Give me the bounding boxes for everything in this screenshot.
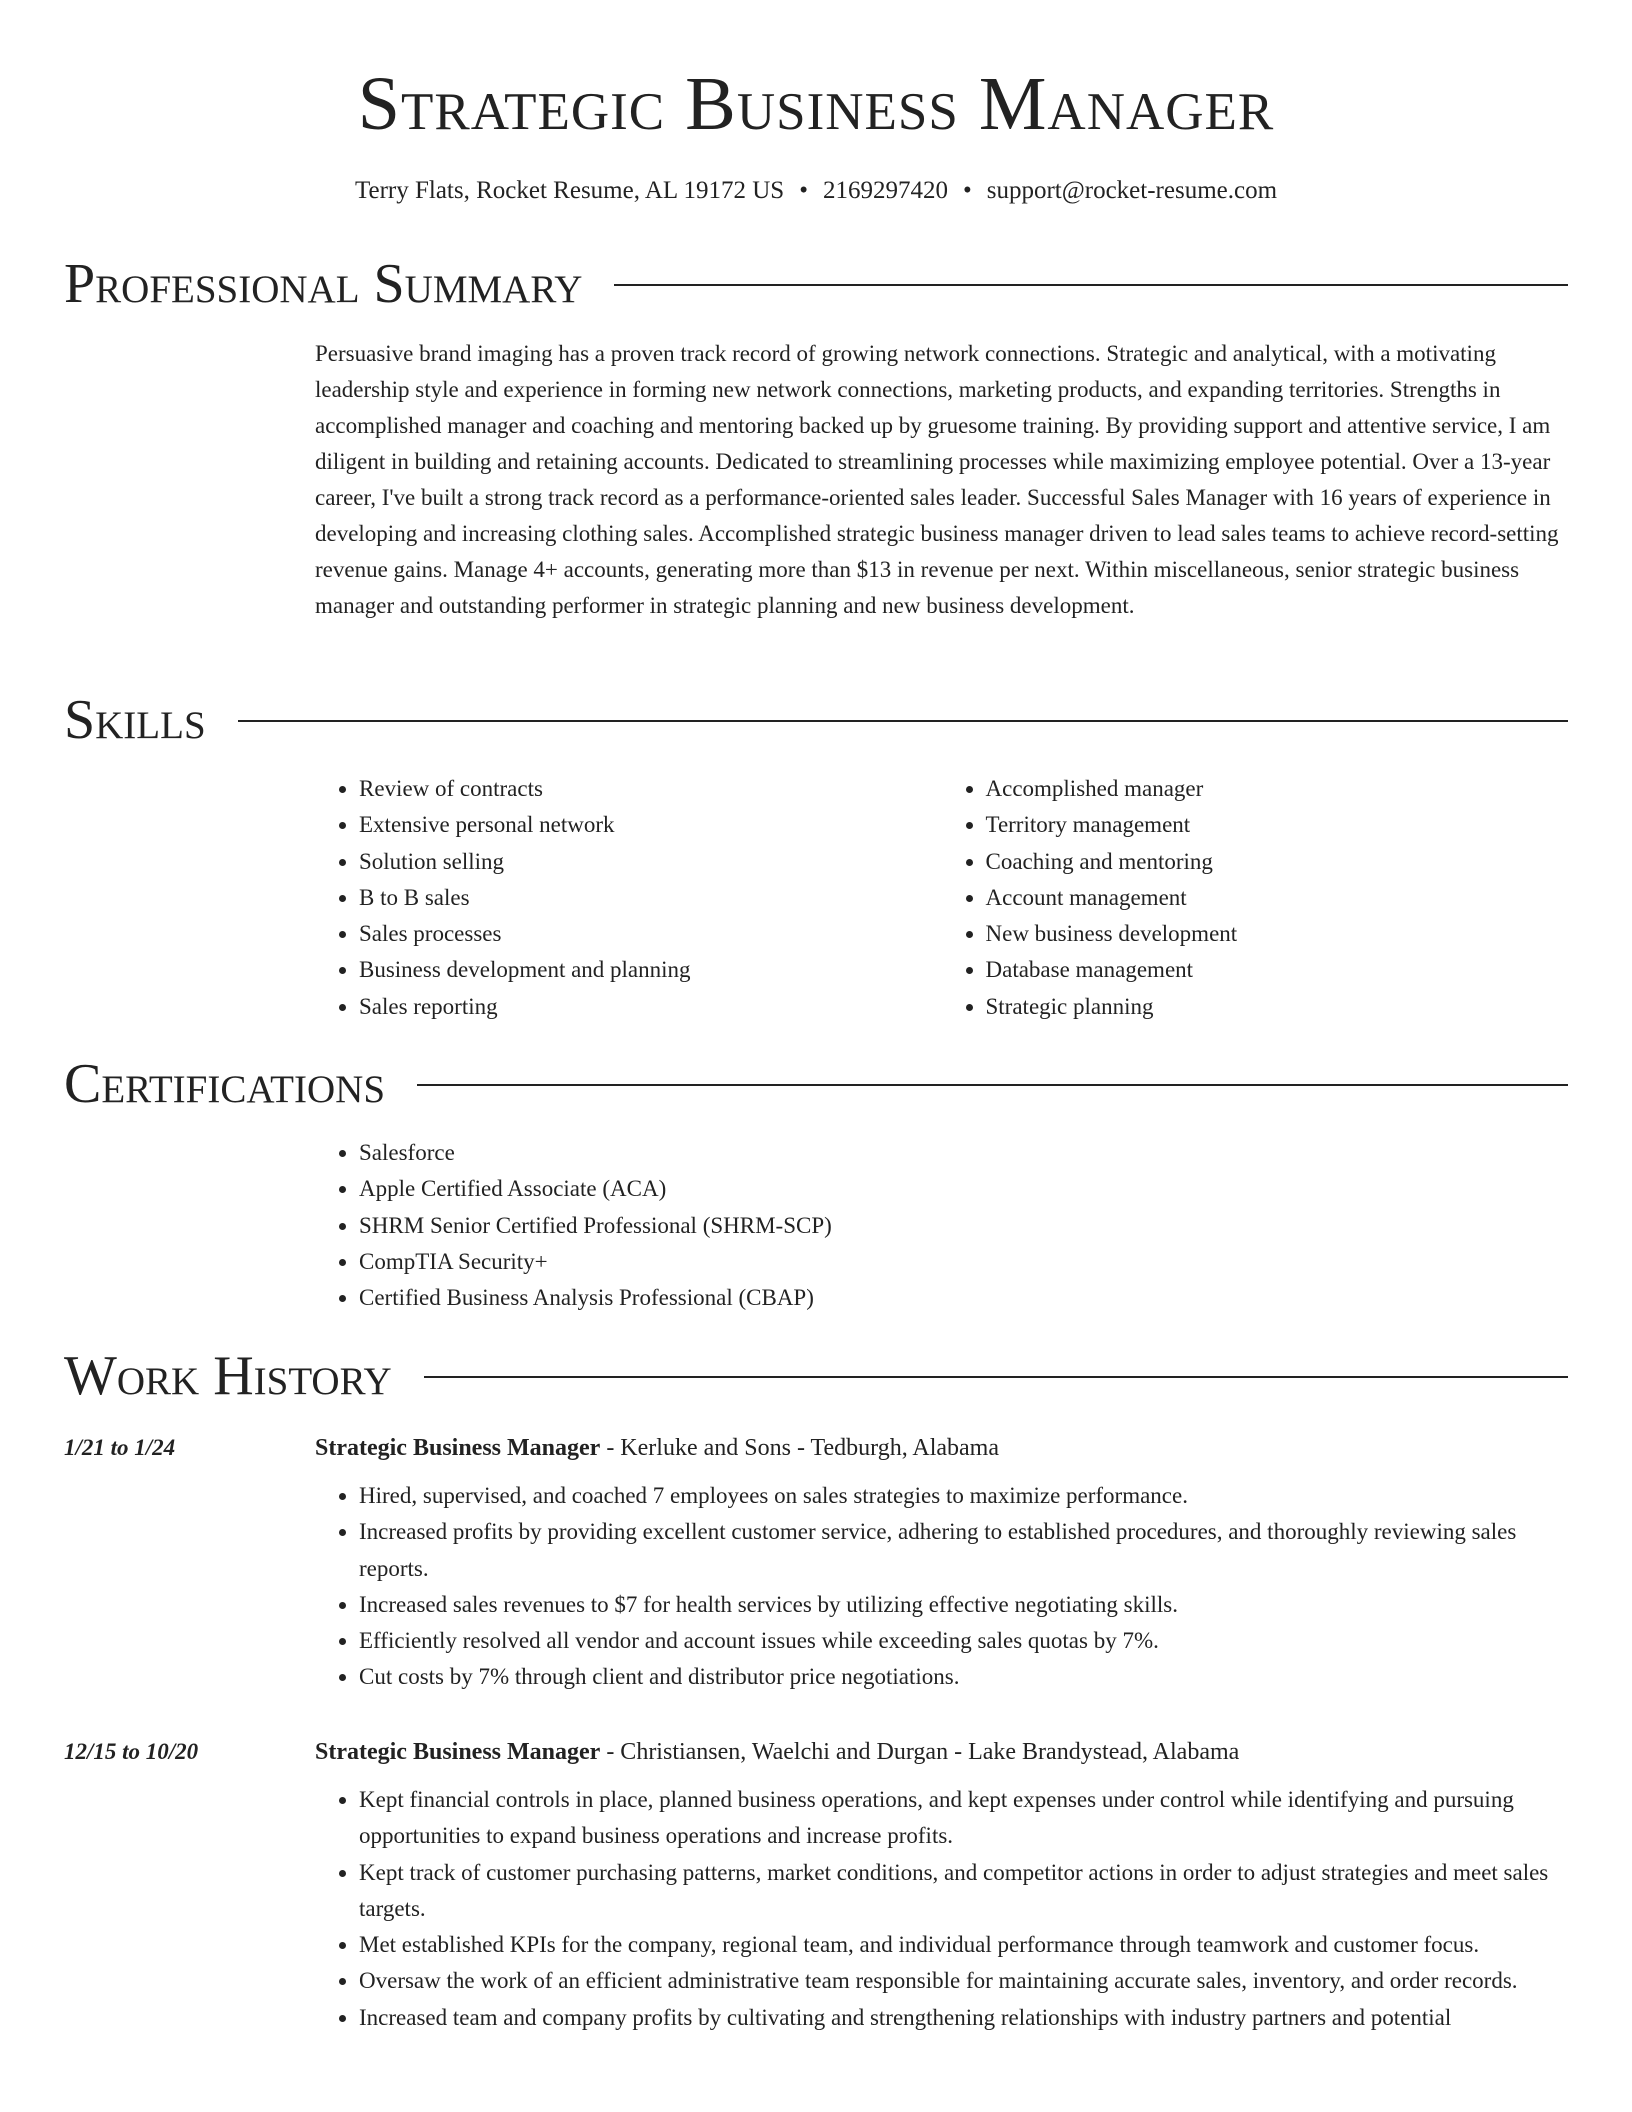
job-dates: 12/15 to 10/20 [64, 1739, 199, 1764]
job-entry [315, 1432, 1568, 1696]
contact-separator: • [962, 177, 972, 204]
job-dates: 1/21 to 1/24 [64, 1435, 176, 1460]
summary-heading: Professional Summary [64, 253, 583, 315]
summary-section-header [64, 252, 1568, 316]
summary-text: Persuasive brand imaging has a proven track record of growing network connections. Strategic and analytical, with a motivating leadership style and experience in forming new network connections, marketing products, and expanding territories. Strengths in accomplished manager and coaching and mentoring backed up by gruesome training. By providing support and attentive service, I am diligent in building and retaining accounts. Dedicated to streamlining processes while maximizing employee potential. Over a 13-year career, I've built a strong track record as a performance-oriented sales leader. Successful Sales Manager with 16 years of experience in developing and increasing clothing sales. Accomplished strategic business manager driven to lead sales teams to achieve record-setting revenue gains. Manage 4+ accounts, generating more than $13 in revenue per next. Within miscellaneous, senior strategic business manager and outstanding performer in strategic planning and new business development. [315, 341, 1559, 618]
skill-item: • New business development [986, 916, 1569, 952]
skill-item: • Database management [986, 952, 1569, 988]
contact-phone: 2169297420 [822, 177, 948, 204]
job-bullets [315, 1782, 1568, 2036]
skill-item: • Territory management [986, 807, 1569, 843]
skill-item: • Extensive personal network [359, 807, 942, 843]
skill-item: • Coaching and mentoring [986, 844, 1569, 880]
section-divider [614, 284, 1568, 286]
job-bullet: • Oversaw the work of an efficient administrative team responsible for maintaining accurate sales, inventory, and order records. [359, 1963, 1568, 1999]
skill-item: • B to B sales [359, 880, 942, 916]
job-bullet: • Hired, supervised, and coached 7 employees on sales strategies to maximize performance. [359, 1478, 1568, 1514]
skills-body [315, 771, 1568, 1025]
skills-columns [315, 771, 1568, 1025]
skills-section-header [64, 688, 1568, 752]
job-bullet: • Kept financial controls in place, planned business operations, and kept expenses under control while identifying and pursuing opportunities to expand business operations and increase profits. [359, 1782, 1568, 1855]
certifications-heading: Certifications [64, 1053, 386, 1115]
work-section-header [64, 1344, 1568, 1408]
job-bullet: • Increased profits by providing excellent customer service, adhering to established procedures, and thoroughly reviewing sales reports. [359, 1514, 1568, 1587]
job-entry [315, 1736, 1568, 2036]
certifications-body [315, 1135, 1568, 1316]
skill-item: • Review of contracts [359, 771, 942, 807]
summary-body [315, 336, 1568, 624]
skills-heading: Skills [64, 689, 206, 751]
job-bullets [315, 1478, 1568, 1696]
contact-separator: • [799, 177, 808, 204]
job-employer: - Christiansen, Waelchi and Durgan - Lake Brandystead, Alabama [600, 1739, 1240, 1765]
skill-item: • Strategic planning [986, 989, 1569, 1025]
certifications-list [315, 1135, 1568, 1316]
certification-item: • Salesforce [359, 1135, 1568, 1171]
section-divider [417, 1084, 1568, 1086]
contact-email: support@rocket-resume.com [986, 177, 1278, 204]
skill-item: • Account management [986, 880, 1569, 916]
skill-item: • Sales reporting [359, 989, 942, 1025]
certification-item: • Apple Certified Associate (ACA) [359, 1171, 1568, 1207]
candidate-name: Strategic Business Manager [357, 62, 1275, 146]
job-title: Strategic Business Manager [315, 1739, 601, 1765]
section-divider [238, 720, 1568, 722]
work-heading: Work History [64, 1345, 392, 1407]
certifications-section-header [64, 1052, 1568, 1116]
certification-item: • SHRM Senior Certified Professional (SHRM-SCP) [359, 1208, 1568, 1244]
job-title-line [315, 1432, 1568, 1464]
skill-item: • Sales processes [359, 916, 942, 952]
job-bullet: • Kept track of customer purchasing patterns, market conditions, and competitor actions in order to adjust strategies and meet sales targets. [359, 1855, 1568, 1928]
certification-item: • Certified Business Analysis Professional (CBAP) [359, 1280, 1568, 1316]
skill-item: • Accomplished manager [986, 771, 1569, 807]
job-bullet: • Increased team and company profits by cultivating and strengthening relationships with industry partners and potential [359, 2000, 1568, 2036]
section-divider [424, 1376, 1568, 1378]
job-title: Strategic Business Manager [315, 1435, 601, 1461]
job-bullet: • Met established KPIs for the company, regional team, and individual performance through teamwork and customer focus. [359, 1927, 1568, 1963]
job-bullet: • Cut costs by 7% through client and distributor price negotiations. [359, 1659, 1568, 1695]
skill-item: • Business development and planning [359, 952, 942, 988]
job-employer: - Kerluke and Sons - Tedburgh, Alabama [600, 1435, 999, 1461]
contact-line [64, 174, 1568, 208]
skills-list-right [942, 771, 1569, 1025]
job-title-line [315, 1736, 1568, 1768]
certification-item: • CompTIA Security+ [359, 1244, 1568, 1280]
contact-address: Terry Flats, Rocket Resume, AL 19172 US [354, 177, 785, 204]
skill-item: • Solution selling [359, 844, 942, 880]
job-bullet: • Efficiently resolved all vendor and account issues while exceeding sales quotas by 7%. [359, 1623, 1568, 1659]
skills-list-left [315, 771, 942, 1025]
job-bullet: • Increased sales revenues to $7 for health services by utilizing effective negotiating skills. [359, 1587, 1568, 1623]
